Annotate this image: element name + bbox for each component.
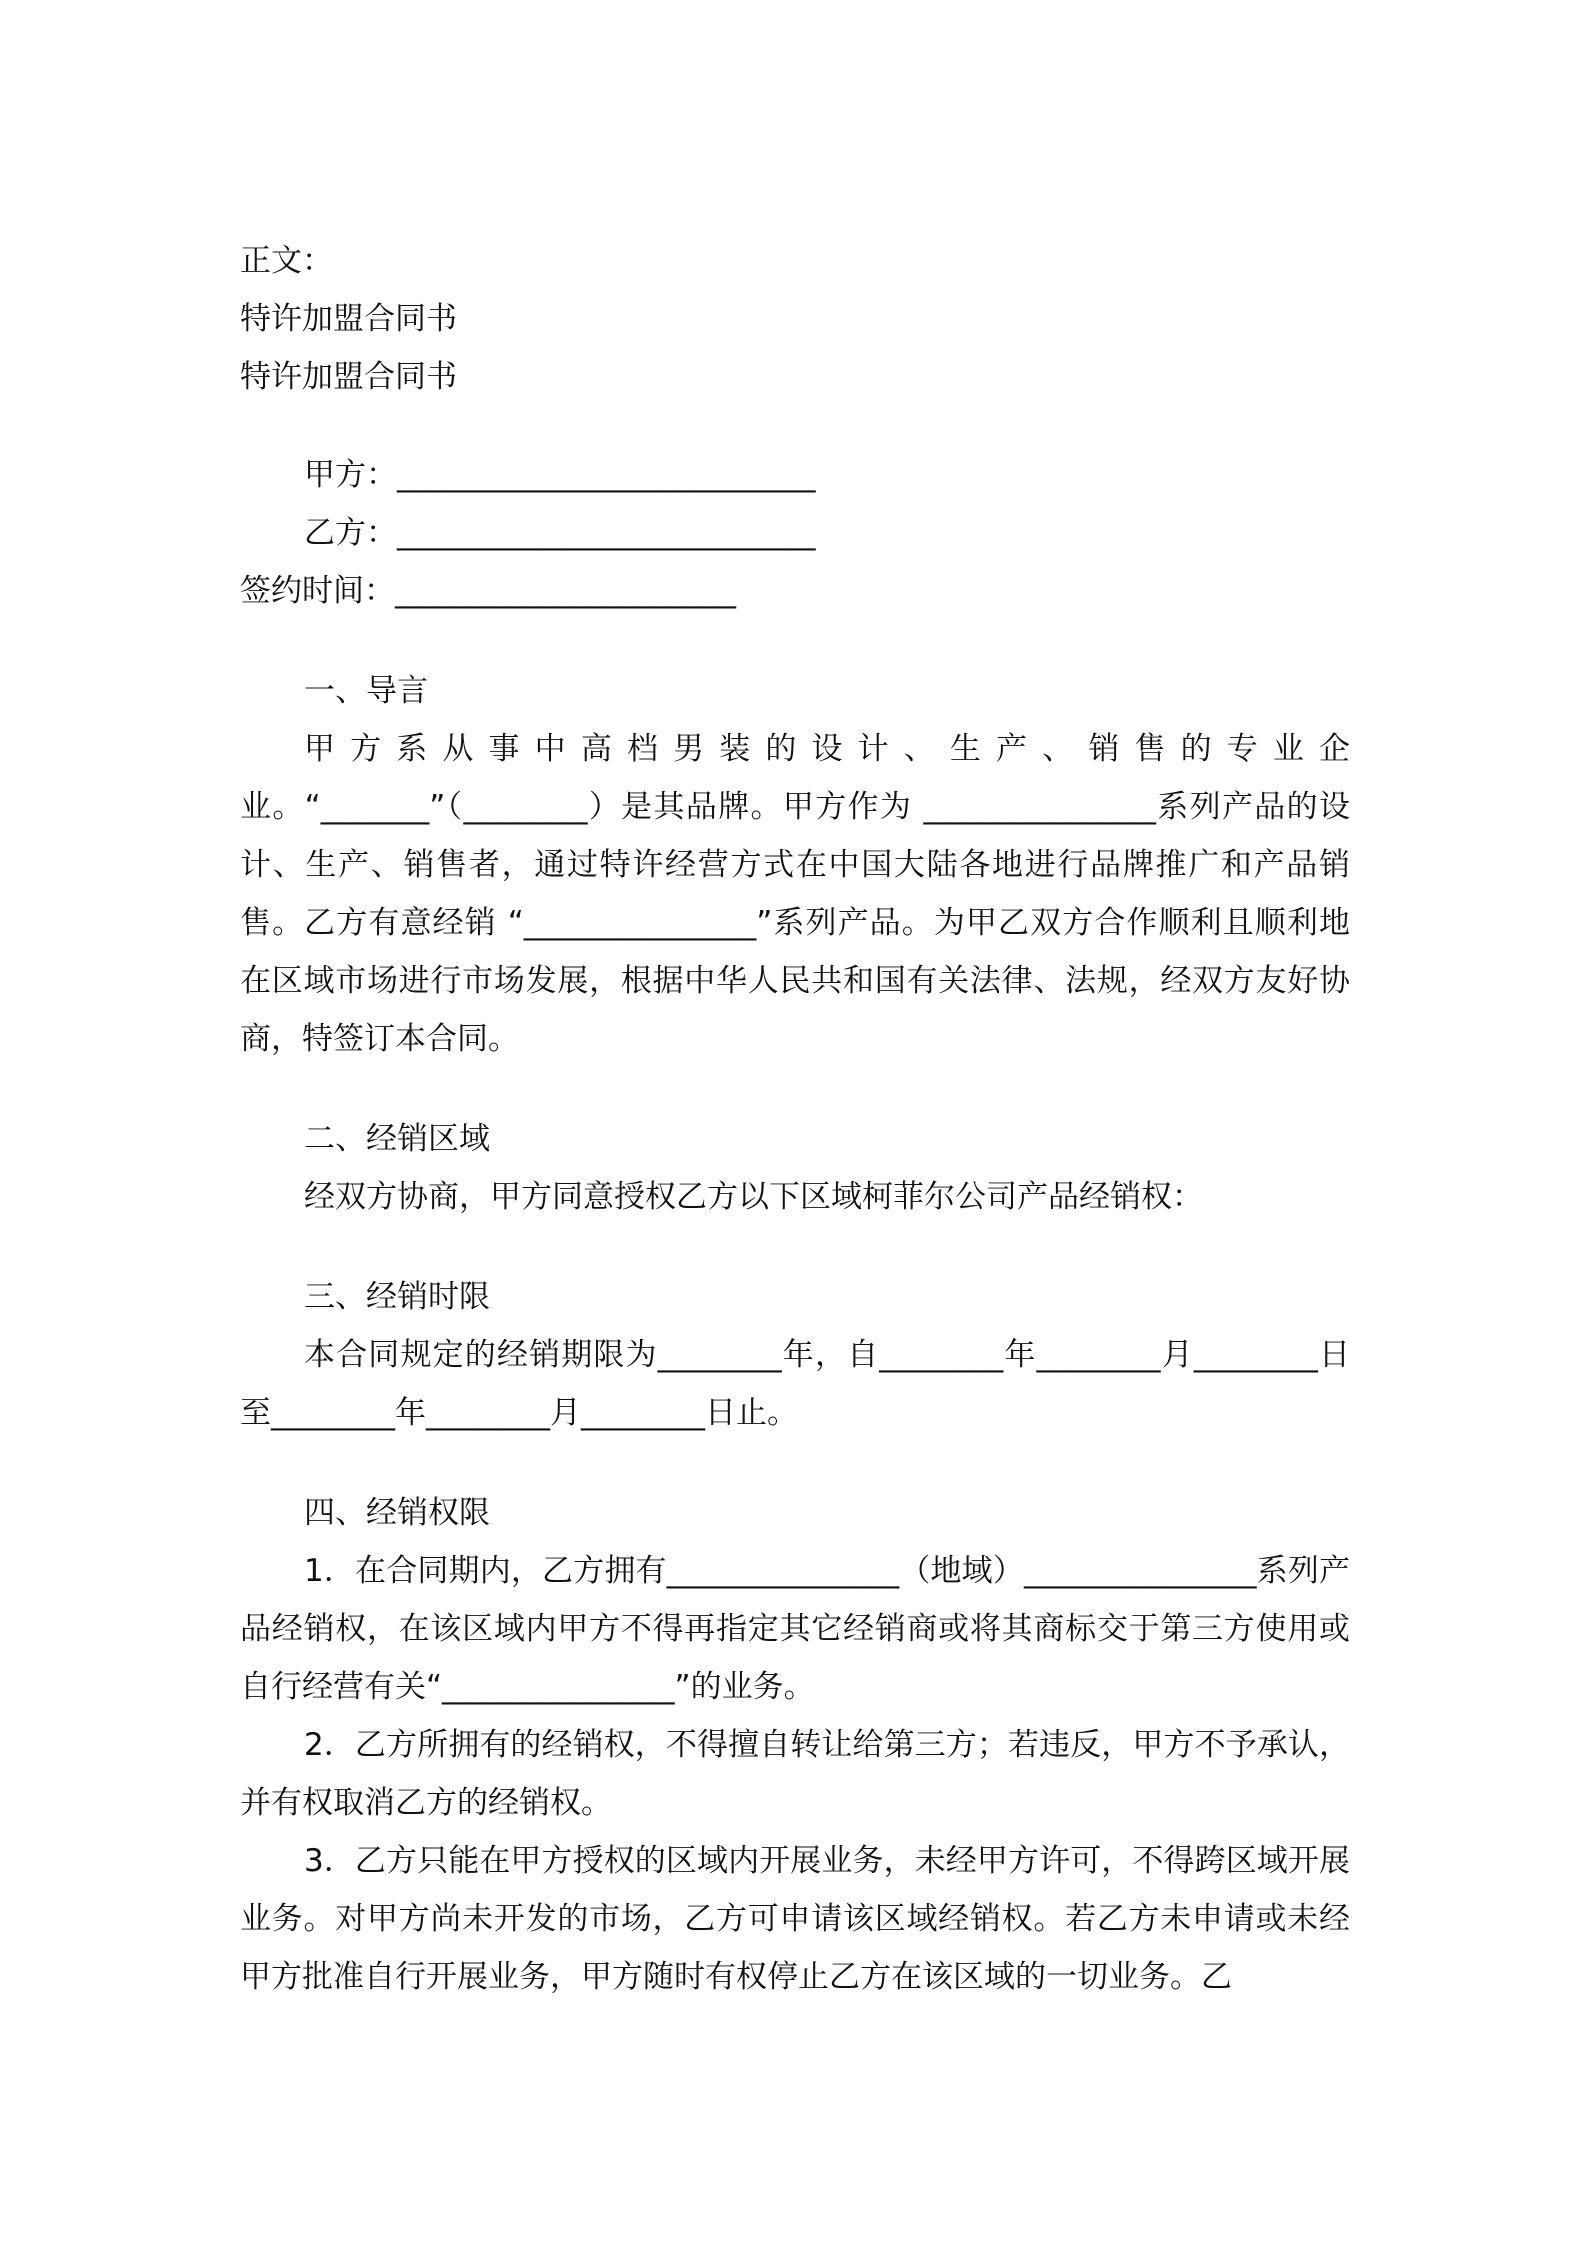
section-4-item-1: 1．在合同期内，乙方拥有_______________（地域）_______________系列产品经销权，在该区域内甲方不得再指定其它经销商或将其商标交于第三方使用或自行经营有关“_______________”的业务。 — [240, 1553, 1350, 1705]
section-3-body: 本合同规定的经销期限为________年，自________年________月________日至________年________月________日止。 — [240, 1337, 1350, 1431]
section-4-item-2: 2．乙方所拥有的经销权，不得擅自转让给第三方；若违反，甲方不予承认，并有权取消乙方的经销权。 — [240, 1727, 1350, 1821]
section-1-heading: 一、导言 — [304, 673, 428, 709]
section-3-heading: 三、经销时限 — [304, 1279, 490, 1315]
body-label: 正文： — [240, 243, 333, 279]
sign-time-field: 签约时间：______________________ — [240, 573, 736, 609]
section-4-heading: 四、经销权限 — [304, 1495, 490, 1531]
section-2-body: 经双方协商，甲方同意授权乙方以下区域柯菲尔公司产品经销权： — [304, 1179, 1203, 1215]
document-title: 特许加盟合同书 — [240, 301, 457, 337]
document-title-repeat: 特许加盟合同书 — [240, 359, 457, 395]
section-4-item-3: 3．乙方只能在甲方授权的区域内开展业务，未经甲方许可，不得跨区域开展业务。对甲方尚未开发的市场，乙方可申请该区域经销权。若乙方未申请或未经甲方批准自行开展业务，甲方随时有权停止乙方在该区域的一切业务。乙 — [240, 1843, 1350, 1995]
section-1-body: 甲方系从事中高档男装的设计、生产、销售的专业企业。“_______”（________）是其品牌。甲方作为 _______________系列产品的设计、生产、销售者，通过特许经营方式在中国大陆各地进行品牌推广和产品销售。乙方有意经销 “_______________”系列产品。为甲乙双方合作顺利且顺利地在区域市场进行市场发展，根据中华人民共和国有关法律、法规，经双方友好协商，特签订本合同。 — [240, 731, 1350, 1057]
party-a-field: 甲方：___________________________ — [304, 457, 816, 493]
section-2-heading: 二、经销区域 — [304, 1121, 490, 1157]
party-b-field: 乙方：___________________________ — [304, 515, 816, 551]
contract-page — [240, 232, 1350, 2006]
